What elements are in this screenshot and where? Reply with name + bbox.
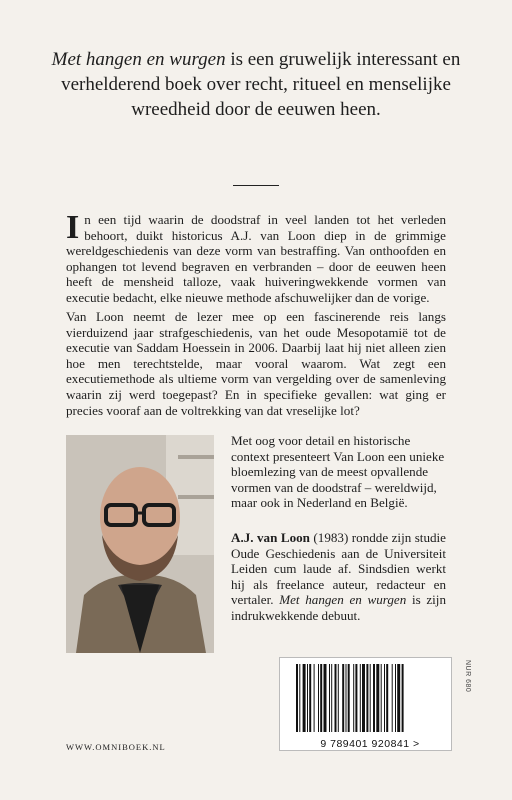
author-portrait-illustration — [66, 435, 214, 653]
barcode-bars — [296, 664, 436, 732]
blurb-paragraph-1 — [66, 209, 446, 306]
blurb-paragraph-2: Van Loon neemt de lezer mee op een fascinerende reis langs vierduizend jaar strafgeschiedenis, van het oude Mesopotamië tot de executie van Saddam Hoessein in 2006. Daarbij laat hij niet alleen zien hoe men terechtstelde, maar vooral waarom. Wat zegt een executiemethode als ultieme vorm van vergelding over de samenleving waarin zij werd toegepast? En in specifieke gevallen: wat ging er precies vooraf aan de voltrekking van dat vreselijke lot? — [66, 309, 446, 418]
author-bio-book-title: Met hangen en wurgen — [279, 592, 407, 608]
back-cover-tagline — [40, 47, 472, 122]
isbn-number: 9 789401 920841 > — [320, 738, 420, 750]
isbn-barcode — [279, 657, 452, 751]
drop-cap: I — [66, 209, 80, 246]
divider-rule — [233, 185, 279, 186]
nur-code: NUR 680 — [464, 660, 471, 693]
author-photo — [66, 435, 214, 653]
author-bio-part-1: (1983) rondde zijn studie Oude Geschiedenis aan de Universiteit Leiden cum laude af. Sindsdien werkt hij als freelance auteur, redacteur en vertaler. — [231, 530, 446, 608]
author-bio — [231, 530, 446, 624]
author-name: A.J. van Loon — [231, 530, 310, 545]
tagline-book-title: Met hangen en wurgen — [51, 49, 226, 70]
blurb-paragraph-3: Met oog voor detail en historische context presenteert Van Loon een unieke bloemlezing van de meest opvallende vormen van de doodstraf – wereldwijd, maar ook in Nederland en België. — [231, 433, 445, 511]
publisher-url: WWW.OMNIBOEK.NL — [66, 742, 166, 752]
blurb-paragraph-1-text: n een tijd waarin de doodstraf in veel landen tot het verleden behoort, duikt historicus A.J. van Loon diep in de grimmige wereldgeschiedenis van deze vorm van bestraffing. Van onthoofden en ophangen tot levend begraven en verbranden – door de eeuwen heen heeft de mensheid talloze, vaak huiveringwekkende vormen van executie bedacht, elke nieuwe methode afschuwelijker dan de vorige. — [66, 212, 446, 305]
author-bio-part-2: is zijn indrukwekkende debuut. — [231, 592, 446, 623]
tagline-text: is een gruwelijk interessant en verhelderend boek over recht, ritueel en menselijke wreedheid door de eeuwen heen. — [61, 49, 461, 120]
